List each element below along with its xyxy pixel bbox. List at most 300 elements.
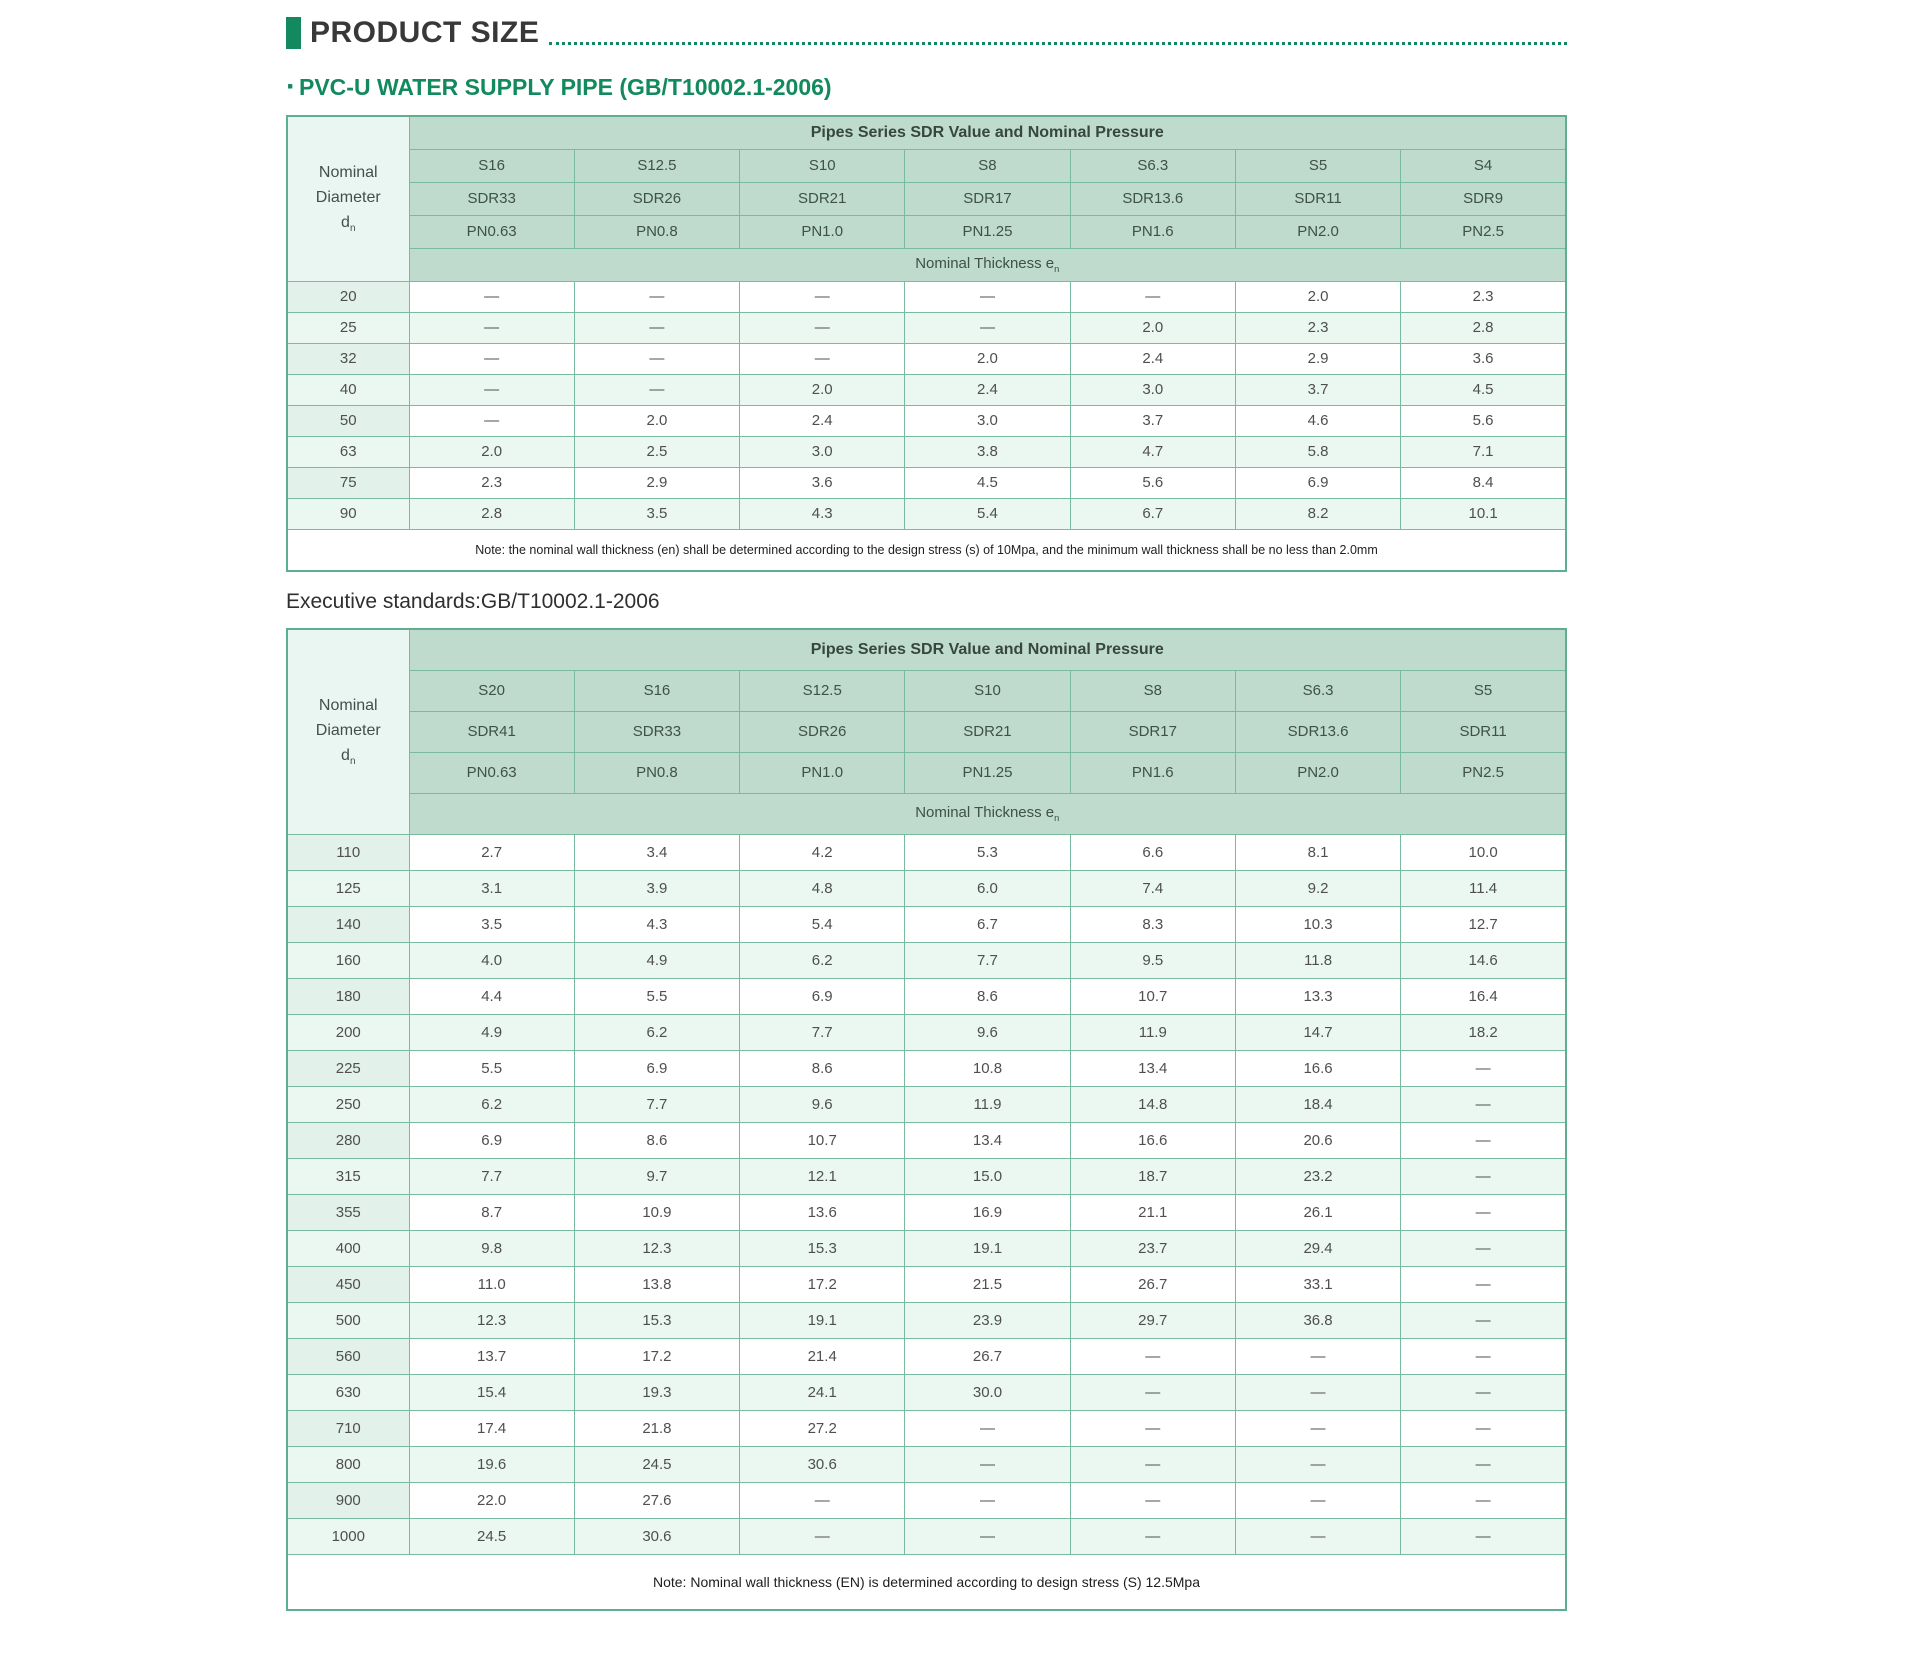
column-header: SDR9 (1401, 182, 1566, 215)
thickness-value-cell: 2.0 (409, 436, 574, 467)
table-row (287, 870, 1566, 906)
thickness-value-cell: 19.3 (574, 1374, 739, 1410)
nominal-diameter-cell: 140 (287, 906, 409, 942)
executive-standards-text: Executive standards:GB/T10002.1-2006 (286, 590, 660, 613)
thickness-value-cell: 2.4 (1070, 343, 1235, 374)
thickness-value-cell: — (1070, 1446, 1235, 1482)
thickness-value-cell: 3.8 (905, 436, 1070, 467)
nominal-diameter-cell: 710 (287, 1410, 409, 1446)
thickness-value-cell: — (905, 281, 1070, 312)
thickness-value-cell: 10.8 (905, 1050, 1070, 1086)
thickness-value-cell: 2.8 (409, 498, 574, 529)
nominal-thickness-row (287, 248, 1566, 281)
thickness-value-cell: 30.6 (574, 1518, 739, 1554)
thickness-value-cell: 2.8 (1401, 312, 1566, 343)
thickness-value-cell: — (1070, 1374, 1235, 1410)
thickness-value-cell: — (740, 281, 905, 312)
thickness-value-cell: 3.5 (409, 906, 574, 942)
nominal-diameter-header (287, 629, 409, 834)
thickness-value-cell: 3.0 (905, 405, 1070, 436)
table1-footer (287, 529, 1566, 571)
table-row (287, 498, 1566, 529)
table-row (287, 1446, 1566, 1482)
thickness-value-cell: 20.6 (1235, 1122, 1400, 1158)
column-header: S6.3 (1235, 670, 1400, 711)
column-header: S20 (409, 670, 574, 711)
table-row (287, 374, 1566, 405)
thickness-value-cell: 8.2 (1235, 498, 1400, 529)
thickness-value-cell: — (1070, 1410, 1235, 1446)
nominal-diameter-symbol: $d_n$ (341, 746, 356, 767)
thickness-value-cell: 26.7 (905, 1338, 1070, 1374)
thickness-value-cell: 8.6 (740, 1050, 905, 1086)
thickness-value-cell: 8.6 (574, 1122, 739, 1158)
table-row (287, 1230, 1566, 1266)
nominal-diameter-cell: 200 (287, 1014, 409, 1050)
thickness-value-cell: 5.3 (905, 834, 1070, 870)
column-header: PN0.63 (409, 215, 574, 248)
thickness-value-cell: — (905, 1482, 1070, 1518)
thickness-value-cell: 18.4 (1235, 1086, 1400, 1122)
thickness-value-cell: 10.1 (1401, 498, 1566, 529)
nominal-diameter-cell: 280 (287, 1122, 409, 1158)
pn-value-row (287, 752, 1566, 793)
nominal-diameter-cell: 110 (287, 834, 409, 870)
pipes-series-group-header: Pipes Series SDR Value and Nominal Pressure (409, 629, 1566, 670)
thickness-value-cell: — (409, 343, 574, 374)
nominal-diameter-cell: 75 (287, 467, 409, 498)
thickness-value-cell: 6.2 (574, 1014, 739, 1050)
s-value-row (287, 149, 1566, 182)
thickness-value-cell: — (1070, 1482, 1235, 1518)
thickness-value-cell: 6.9 (1235, 467, 1400, 498)
thickness-value-cell: 9.7 (574, 1158, 739, 1194)
nominal-diameter-cell: 20 (287, 281, 409, 312)
thickness-value-cell: 3.6 (740, 467, 905, 498)
thickness-value-cell: 18.2 (1401, 1014, 1566, 1050)
table-row (287, 1122, 1566, 1158)
thickness-value-cell: 9.6 (740, 1086, 905, 1122)
thickness-value-cell: 29.7 (1070, 1302, 1235, 1338)
column-header: S6.3 (1070, 149, 1235, 182)
thickness-value-cell: 7.7 (409, 1158, 574, 1194)
thickness-value-cell: 5.6 (1401, 405, 1566, 436)
thickness-value-cell: 14.7 (1235, 1014, 1400, 1050)
thickness-value-cell: 13.6 (740, 1194, 905, 1230)
table-row (287, 1374, 1566, 1410)
thickness-value-cell: — (740, 312, 905, 343)
thickness-value-cell: 4.7 (1070, 436, 1235, 467)
thickness-value-cell: 3.5 (574, 498, 739, 529)
column-header: PN1.6 (1070, 215, 1235, 248)
thickness-value-cell: 8.1 (1235, 834, 1400, 870)
thickness-value-cell: — (740, 1518, 905, 1554)
thickness-value-cell: 15.0 (905, 1158, 1070, 1194)
table2-footer (287, 1554, 1566, 1610)
thickness-value-cell: 22.0 (409, 1482, 574, 1518)
thickness-value-cell: 2.3 (1401, 281, 1566, 312)
column-header: PN1.0 (740, 752, 905, 793)
thickness-value-cell: 23.2 (1235, 1158, 1400, 1194)
thickness-value-cell: 4.6 (1235, 405, 1400, 436)
thickness-value-cell: — (1401, 1194, 1566, 1230)
thickness-value-cell: 11.8 (1235, 942, 1400, 978)
nominal-thickness-header: Nominal Thickness $e_n$ (409, 793, 1566, 834)
thickness-value-cell: 4.4 (409, 978, 574, 1014)
table-row (287, 1518, 1566, 1554)
thickness-value-cell: 8.3 (1070, 906, 1235, 942)
column-header: SDR21 (740, 182, 905, 215)
column-header: PN1.25 (905, 215, 1070, 248)
thickness-value-cell: 30.6 (740, 1446, 905, 1482)
subtitle-bullet: · (286, 70, 296, 103)
thickness-value-cell: — (1235, 1410, 1400, 1446)
thickness-value-cell: 2.9 (1235, 343, 1400, 374)
column-header: SDR13.6 (1070, 182, 1235, 215)
thickness-value-cell: — (1070, 1518, 1235, 1554)
thickness-value-cell: 6.7 (1070, 498, 1235, 529)
nominal-diameter-cell: 180 (287, 978, 409, 1014)
thickness-value-cell: 2.0 (905, 343, 1070, 374)
page-content (286, 0, 1567, 1611)
thickness-value-cell: — (1401, 1446, 1566, 1482)
thickness-value-cell: — (1401, 1374, 1566, 1410)
nominal-diameter-cell: 400 (287, 1230, 409, 1266)
thickness-value-cell: 19.6 (409, 1446, 574, 1482)
thickness-value-cell: 14.8 (1070, 1086, 1235, 1122)
thickness-value-cell: — (1235, 1446, 1400, 1482)
thickness-value-cell: 16.6 (1070, 1122, 1235, 1158)
thickness-value-cell: — (1235, 1518, 1400, 1554)
thickness-value-cell: 2.3 (409, 467, 574, 498)
thickness-value-cell: 16.4 (1401, 978, 1566, 1014)
thickness-value-cell: 13.7 (409, 1338, 574, 1374)
thickness-value-cell: 30.0 (905, 1374, 1070, 1410)
thickness-value-cell: 2.0 (740, 374, 905, 405)
thickness-value-cell: 4.9 (409, 1014, 574, 1050)
thickness-value-cell: 10.3 (1235, 906, 1400, 942)
thickness-value-cell: 3.7 (1070, 405, 1235, 436)
column-header: PN1.6 (1070, 752, 1235, 793)
subtitle-text: PVC-U WATER SUPPLY PIPE (GB/T10002.1-2006) (299, 74, 832, 100)
nominal-diameter-cell: 63 (287, 436, 409, 467)
table-row (287, 1086, 1566, 1122)
thickness-value-cell: 6.9 (409, 1122, 574, 1158)
section-subtitle (286, 70, 1567, 103)
table-row (287, 906, 1566, 942)
thickness-value-cell: 13.4 (1070, 1050, 1235, 1086)
thickness-value-cell: — (409, 374, 574, 405)
thickness-value-cell: — (1401, 1230, 1566, 1266)
thickness-value-cell: — (905, 1446, 1070, 1482)
thickness-value-cell: 11.9 (905, 1086, 1070, 1122)
nominal-diameter-cell: 450 (287, 1266, 409, 1302)
thickness-value-cell: 3.7 (1235, 374, 1400, 405)
thickness-value-cell: 6.2 (740, 942, 905, 978)
thickness-value-cell: 24.5 (574, 1446, 739, 1482)
thickness-value-cell: 7.7 (740, 1014, 905, 1050)
thickness-value-cell: 26.7 (1070, 1266, 1235, 1302)
column-header: PN1.25 (905, 752, 1070, 793)
thickness-value-cell: 15.4 (409, 1374, 574, 1410)
thickness-value-cell: 19.1 (740, 1302, 905, 1338)
thickness-value-cell: 4.5 (1401, 374, 1566, 405)
thickness-value-cell: 10.7 (1070, 978, 1235, 1014)
thickness-value-cell: 12.3 (409, 1302, 574, 1338)
thickness-value-cell: 16.9 (905, 1194, 1070, 1230)
thickness-value-cell: 9.5 (1070, 942, 1235, 978)
thickness-value-cell: 10.9 (574, 1194, 739, 1230)
table-row (287, 343, 1566, 374)
thickness-value-cell: 11.9 (1070, 1014, 1235, 1050)
table-row (287, 436, 1566, 467)
column-header: S12.5 (740, 670, 905, 711)
thickness-value-cell: — (1401, 1302, 1566, 1338)
s-value-row (287, 670, 1566, 711)
thickness-value-cell: — (1235, 1338, 1400, 1374)
thickness-value-cell: 7.1 (1401, 436, 1566, 467)
thickness-value-cell: 4.5 (905, 467, 1070, 498)
thickness-value-cell: 23.7 (1070, 1230, 1235, 1266)
nominal-diameter-cell: 250 (287, 1086, 409, 1122)
thickness-value-cell: 5.5 (574, 978, 739, 1014)
nominal-diameter-symbol: $d_n$ (341, 213, 356, 234)
table2-note: Note: Nominal wall thickness (EN) is determined according to design stress (S) 12.5Mpa (287, 1554, 1566, 1610)
column-header: SDR21 (905, 711, 1070, 752)
nominal-diameter-cell: 1000 (287, 1518, 409, 1554)
thickness-value-cell: 2.7 (409, 834, 574, 870)
column-header: SDR33 (409, 182, 574, 215)
column-header: S16 (409, 149, 574, 182)
nominal-thickness-row (287, 793, 1566, 834)
column-header: SDR41 (409, 711, 574, 752)
thickness-value-cell: 11.0 (409, 1266, 574, 1302)
thickness-value-cell: 17.2 (740, 1266, 905, 1302)
nominal-diameter-cell: 900 (287, 1482, 409, 1518)
thickness-value-cell: 18.7 (1070, 1158, 1235, 1194)
thickness-value-cell: 19.1 (905, 1230, 1070, 1266)
thickness-value-cell: 14.6 (1401, 942, 1566, 978)
column-header: SDR11 (1401, 711, 1566, 752)
thickness-value-cell: — (409, 281, 574, 312)
nominal-diameter-cell: 32 (287, 343, 409, 374)
table-row (287, 978, 1566, 1014)
nominal-diameter-cell: 355 (287, 1194, 409, 1230)
thickness-value-cell: 13.3 (1235, 978, 1400, 1014)
thickness-value-cell: 6.2 (409, 1086, 574, 1122)
table-row (287, 405, 1566, 436)
thickness-value-cell: — (1401, 1086, 1566, 1122)
table-row (287, 467, 1566, 498)
thickness-value-cell: — (1070, 1338, 1235, 1374)
thickness-value-cell: 11.4 (1401, 870, 1566, 906)
table-row (287, 281, 1566, 312)
nominal-diameter-cell: 50 (287, 405, 409, 436)
thickness-value-cell: 7.7 (574, 1086, 739, 1122)
sdr-value-row (287, 182, 1566, 215)
thickness-value-cell: 13.4 (905, 1122, 1070, 1158)
thickness-value-cell: — (1235, 1482, 1400, 1518)
thickness-value-cell: 6.0 (905, 870, 1070, 906)
nominal-diameter-cell: 25 (287, 312, 409, 343)
thickness-value-cell: 29.4 (1235, 1230, 1400, 1266)
thickness-value-cell: — (1401, 1410, 1566, 1446)
table-row (287, 1158, 1566, 1194)
thickness-value-cell: — (1401, 1266, 1566, 1302)
thickness-value-cell: 2.0 (574, 405, 739, 436)
table1-body (287, 281, 1566, 529)
thickness-value-cell: 5.6 (1070, 467, 1235, 498)
thickness-value-cell: — (1401, 1518, 1566, 1554)
thickness-value-cell: — (905, 312, 1070, 343)
thickness-value-cell: 15.3 (740, 1230, 905, 1266)
pn-value-row (287, 215, 1566, 248)
thickness-value-cell: 8.7 (409, 1194, 574, 1230)
pipes-series-group-header: Pipes Series SDR Value and Nominal Pressure (409, 116, 1566, 149)
thickness-value-cell: — (1401, 1482, 1566, 1518)
thickness-value-cell: — (574, 312, 739, 343)
thickness-value-cell: 4.9 (574, 942, 739, 978)
sdr-value-row (287, 711, 1566, 752)
nominal-diameter-label: Nominal Diameter (315, 164, 381, 206)
thickness-value-cell: 27.6 (574, 1482, 739, 1518)
thickness-value-cell: 3.0 (1070, 374, 1235, 405)
thickness-value-cell: 3.6 (1401, 343, 1566, 374)
table-row (287, 1410, 1566, 1446)
column-header: SDR17 (1070, 711, 1235, 752)
thickness-value-cell: 5.4 (905, 498, 1070, 529)
thickness-value-cell: — (409, 405, 574, 436)
thickness-value-cell: 21.8 (574, 1410, 739, 1446)
thickness-value-cell: — (1401, 1050, 1566, 1086)
table-row (287, 1338, 1566, 1374)
column-header: SDR11 (1235, 182, 1400, 215)
thickness-value-cell: 6.9 (740, 978, 905, 1014)
thickness-value-cell: 3.9 (574, 870, 739, 906)
thickness-value-cell: — (574, 374, 739, 405)
thickness-value-cell: 21.4 (740, 1338, 905, 1374)
column-header: SDR26 (740, 711, 905, 752)
table2-body (287, 834, 1566, 1554)
nominal-diameter-cell: 500 (287, 1302, 409, 1338)
thickness-value-cell: 2.0 (1070, 312, 1235, 343)
nominal-diameter-header (287, 116, 409, 281)
thickness-value-cell: — (1401, 1158, 1566, 1194)
nominal-diameter-cell: 160 (287, 942, 409, 978)
table1-note: Note: the nominal wall thickness (en) shall be determined according to the design stress (s) of 10Mpa, and the minimum wall thickness shall be no less than 2.0mm (287, 529, 1566, 571)
nominal-diameter-cell: 630 (287, 1374, 409, 1410)
nominal-diameter-cell: 225 (287, 1050, 409, 1086)
thickness-value-cell: 5.4 (740, 906, 905, 942)
thickness-value-cell: 9.8 (409, 1230, 574, 1266)
thickness-value-cell: 21.5 (905, 1266, 1070, 1302)
thickness-value-cell: 4.0 (409, 942, 574, 978)
column-header: PN2.0 (1235, 215, 1400, 248)
column-header: PN1.0 (740, 215, 905, 248)
column-header: PN0.8 (574, 752, 739, 793)
thickness-value-cell: 17.4 (409, 1410, 574, 1446)
column-header: PN2.5 (1401, 752, 1566, 793)
thickness-value-cell: 10.7 (740, 1122, 905, 1158)
thickness-value-cell: 5.5 (409, 1050, 574, 1086)
thickness-value-cell: 2.5 (574, 436, 739, 467)
column-header: S5 (1235, 149, 1400, 182)
thickness-value-cell: 10.0 (1401, 834, 1566, 870)
table-row (287, 1014, 1566, 1050)
column-header: PN0.63 (409, 752, 574, 793)
thickness-value-cell: 4.2 (740, 834, 905, 870)
nominal-thickness-header: Nominal Thickness $e_n$ (409, 248, 1566, 281)
thickness-value-cell: 12.3 (574, 1230, 739, 1266)
column-header: S12.5 (574, 149, 739, 182)
thickness-value-cell: — (905, 1518, 1070, 1554)
thickness-value-cell: 6.6 (1070, 834, 1235, 870)
column-header: PN0.8 (574, 215, 739, 248)
column-header: S16 (574, 670, 739, 711)
column-header: SDR13.6 (1235, 711, 1400, 752)
thickness-value-cell: — (574, 281, 739, 312)
thickness-value-cell: 8.6 (905, 978, 1070, 1014)
thickness-value-cell: — (1401, 1122, 1566, 1158)
nominal-diameter-cell: 90 (287, 498, 409, 529)
dotted-leader-line (549, 42, 1567, 45)
nominal-diameter-cell: 40 (287, 374, 409, 405)
thickness-value-cell: — (740, 1482, 905, 1518)
thickness-value-cell: 24.5 (409, 1518, 574, 1554)
thickness-value-cell: 2.0 (1235, 281, 1400, 312)
thickness-value-cell: 2.4 (740, 405, 905, 436)
thickness-value-cell: 8.4 (1401, 467, 1566, 498)
title-accent-bar (286, 17, 301, 49)
thickness-value-cell: 21.1 (1070, 1194, 1235, 1230)
table-row (287, 1050, 1566, 1086)
thickness-value-cell: 12.1 (740, 1158, 905, 1194)
column-header: S10 (905, 670, 1070, 711)
nominal-diameter-cell: 315 (287, 1158, 409, 1194)
thickness-value-cell: 6.9 (574, 1050, 739, 1086)
thickness-value-cell: 12.7 (1401, 906, 1566, 942)
pvc-pipe-size-table-small-diameters (286, 115, 1567, 572)
column-header: S8 (1070, 670, 1235, 711)
table-row (287, 1266, 1566, 1302)
thickness-value-cell: 9.6 (905, 1014, 1070, 1050)
thickness-value-cell: 4.3 (740, 498, 905, 529)
thickness-value-cell: 23.9 (905, 1302, 1070, 1338)
table-row (287, 1302, 1566, 1338)
table-row (287, 1194, 1566, 1230)
column-header: PN2.5 (1401, 215, 1566, 248)
table2-header (287, 629, 1566, 834)
thickness-value-cell: 36.8 (1235, 1302, 1400, 1338)
thickness-value-cell: 17.2 (574, 1338, 739, 1374)
nominal-diameter-cell: 800 (287, 1446, 409, 1482)
column-header: SDR17 (905, 182, 1070, 215)
thickness-value-cell: 27.2 (740, 1410, 905, 1446)
table-row (287, 312, 1566, 343)
column-header: SDR33 (574, 711, 739, 752)
pvc-pipe-size-table-large-diameters (286, 628, 1567, 1611)
nominal-diameter-cell: 560 (287, 1338, 409, 1374)
thickness-value-cell: 7.7 (905, 942, 1070, 978)
page-header (286, 14, 1567, 52)
page-title: PRODUCT SIZE (310, 16, 540, 49)
thickness-value-cell: 6.7 (905, 906, 1070, 942)
thickness-value-cell: 4.8 (740, 870, 905, 906)
table-row (287, 834, 1566, 870)
thickness-value-cell: 26.1 (1235, 1194, 1400, 1230)
thickness-value-cell: 3.1 (409, 870, 574, 906)
column-header: S4 (1401, 149, 1566, 182)
